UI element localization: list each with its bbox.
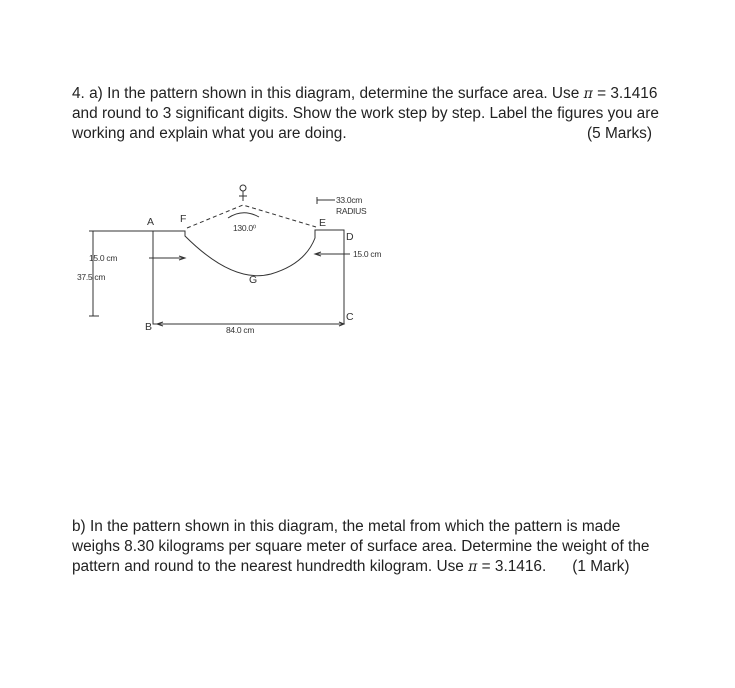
pi-symbol: π (468, 559, 478, 575)
label-F: F (180, 213, 187, 225)
question-b-line2: weighs 8.30 kilograms per square meter of surface area. Determine the weight of the (72, 538, 650, 555)
question-a-line3: working and explain what you are doing. (5 Marks) (72, 125, 652, 142)
label-A: A (147, 216, 155, 228)
radius-word: RADIUS (336, 206, 367, 216)
label-E: E (319, 217, 327, 229)
question-a-line2: and round to 3 significant digits. Show the work step by step. Label the figures you are (72, 105, 659, 122)
right-dim-lines (315, 252, 350, 256)
radius-leader (317, 197, 335, 204)
question-b-marks: (1 Mark) (572, 558, 630, 575)
pi-symbol: π (583, 86, 593, 102)
label-D: D (346, 231, 354, 243)
question-a-marks: (5 Marks) (587, 125, 652, 142)
angle-label: 130.0⁰ (233, 223, 256, 233)
width-label: 84.0 cm (226, 325, 255, 335)
angle-arc (228, 213, 259, 218)
total-height-label: 37.5 cm (77, 272, 106, 282)
radius-value: 33.0cm (336, 195, 363, 205)
left-dim-lines (149, 256, 185, 260)
center-circle (240, 185, 246, 191)
label-B: B (145, 321, 153, 333)
question-b-line1: b) In the pattern shown in this diagram, the metal from which the pattern is made (72, 518, 621, 535)
pattern-diagram (75, 180, 410, 350)
label-G: G (249, 274, 258, 286)
question-b (72, 517, 702, 577)
question-b-line3: pattern and round to the nearest hundredth kilogram. Use π = 3.1416. (1 Mark) (72, 558, 630, 575)
left-height-label: 15.0 cm (89, 253, 118, 263)
label-C: C (346, 311, 354, 323)
center-mark (239, 191, 247, 201)
question-a-line1: 4. a) In the pattern shown in this diagram, determine the surface area. Use π = 3.1416 (72, 85, 658, 102)
right-height-label: 15.0 cm (353, 249, 382, 259)
question-a (72, 84, 702, 144)
